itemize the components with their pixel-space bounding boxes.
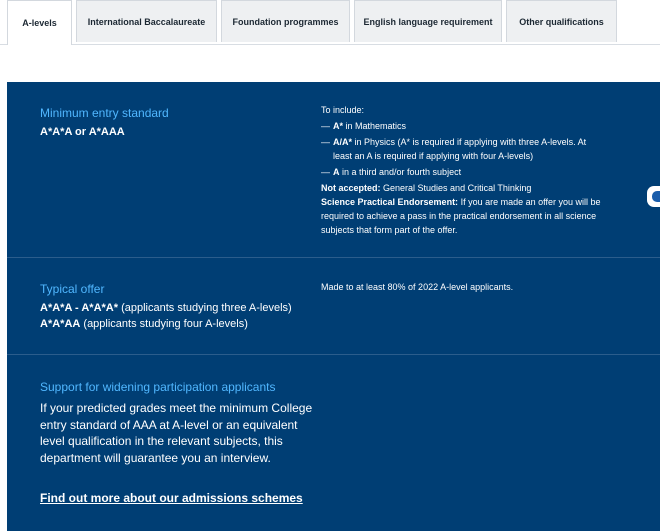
tab-english-language-requirement[interactable]: English language requirement — [354, 0, 502, 42]
science-practical-endorsement: Science Practical Endorsement: If you are made an offer you will be required to achieve a pass in the practical endorsement in all science subjects that form part of the offer. — [321, 197, 601, 235]
widening-participation-text: If your predicted grades meet the minimum College entry standard of AAA at A-level or an equivalent level qualification in the relevant subjects, this department will guarantee you an interview. — [40, 401, 313, 465]
requirement-item: — A/A* in Physics (A* is required if applying with three A-levels. At least an A is required if applying with four A-levels) — [321, 137, 587, 161]
include-intro: To include: — [321, 105, 365, 115]
tab-a-levels[interactable]: A-levels — [7, 0, 72, 45]
tab-international-baccalaureate[interactable]: International Baccalaureate — [76, 0, 217, 42]
minimum-entry-grade: A*A*A or A*AAA — [40, 126, 125, 138]
typical-offer-note: Made to at least 80% of 2022 A-level applicants. — [321, 282, 514, 292]
widening-participation-label: Support for widening participation applicants — [40, 380, 276, 394]
tab-other-qualifications[interactable]: Other qualifications — [506, 0, 617, 42]
side-tab-handle[interactable] — [647, 186, 660, 207]
qualification-tabs — [0, 0, 660, 45]
side-tab-icon — [652, 191, 660, 202]
entry-requirements-panel — [7, 82, 660, 531]
typical-offer-four: A*A*AA (applicants studying four A-levels) — [40, 318, 248, 330]
section-divider — [7, 354, 660, 355]
not-accepted: Not accepted: General Studies and Critical Thinking — [321, 183, 532, 193]
minimum-entry-label: Minimum entry standard — [40, 106, 169, 120]
section-divider — [7, 257, 660, 258]
requirement-item: — A in a third and/or fourth subject — [321, 167, 462, 177]
minimum-entry-details — [321, 103, 641, 237]
admissions-schemes-link[interactable]: Find out more about our admissions schemes — [40, 491, 303, 505]
typical-offer-label: Typical offer — [40, 282, 105, 296]
requirement-item: — A* in Mathematics — [321, 121, 407, 131]
typical-offer-three: A*A*A - A*A*A* (applicants studying three A-levels) — [40, 302, 292, 314]
tab-foundation-programmes[interactable]: Foundation programmes — [221, 0, 350, 42]
